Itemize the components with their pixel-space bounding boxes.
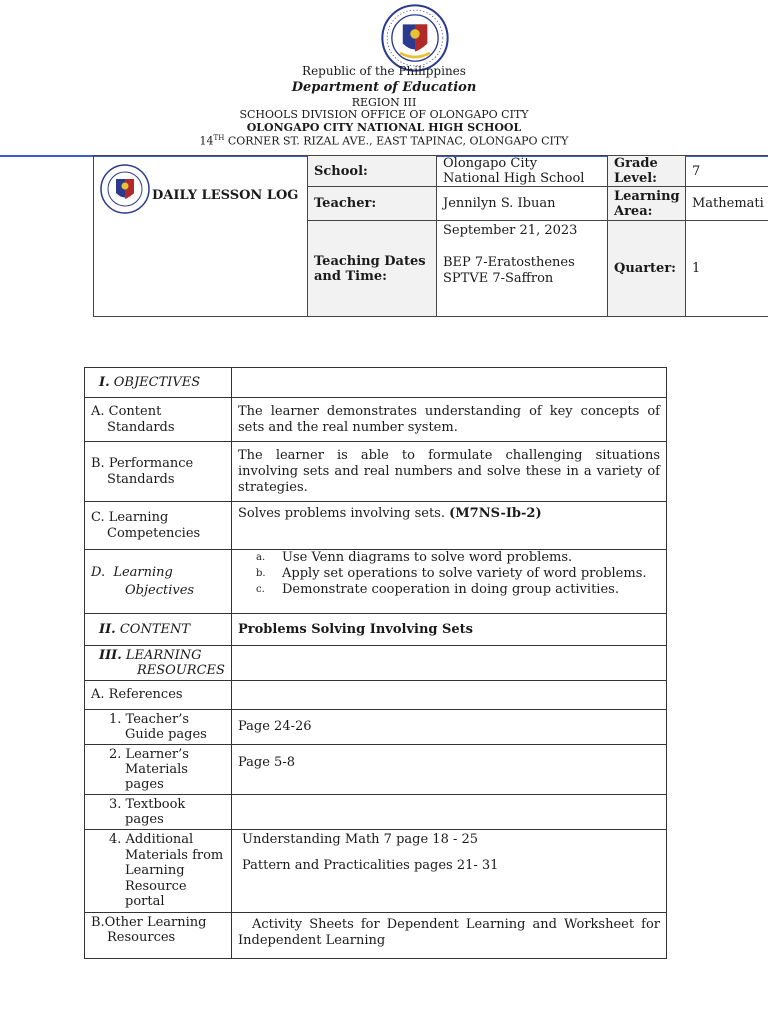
performance-standards-label: B. Performance Standards: [85, 442, 232, 502]
objective-marker: c.: [256, 584, 265, 595]
textbook-label: 3. Textbook pages: [85, 795, 232, 830]
deped-seal-small-icon: [100, 164, 150, 214]
learning-resources-value: [232, 646, 667, 681]
additional-materials-value: Understanding Math 7 page 18 - 25 Pattern and Practicalities pages 21- 31: [232, 830, 667, 913]
division-line: SCHOOLS DIVISION OFFICE OF OLONGAPO CITY: [239, 108, 529, 121]
objective-marker: a.: [256, 552, 266, 563]
objectives-list: [238, 550, 660, 598]
references-label: A. References: [85, 681, 232, 710]
area-value: Mathemati: [686, 187, 768, 221]
lesson-info-table: [93, 155, 768, 317]
grade-value: 7: [686, 156, 768, 187]
dll-title: DAILY LESSON LOG: [152, 188, 299, 203]
objective-item: [256, 550, 660, 566]
objectives-heading-value: [232, 368, 667, 398]
teachers-guide-label: 1. Teacher’s Guide pages: [85, 710, 232, 745]
area-label: Learning Area:: [608, 187, 686, 221]
performance-standards-value: The learner is able to formulate challenging situations involving sets and real numbers and solve these in a variety of strategies.: [232, 442, 667, 502]
school-name-line: OLONGAPO CITY NATIONAL HIGH SCHOOL: [246, 121, 522, 134]
additional-materials-label: 4. Additional Materials from Learning Resource portal: [85, 830, 232, 913]
objective-text: Apply set operations to solve variety of word problems.: [282, 566, 647, 581]
competencies-label: C. Learning Competencies: [85, 502, 232, 550]
other-resources-label: B.Other Learning Resources: [85, 912, 232, 958]
school-value: Olongapo City National High School: [437, 156, 608, 187]
address-line: 14TH CORNER ST. RIZAL AVE., EAST TAPINAC, OLONGAPO CITY: [199, 134, 569, 148]
lesson-plan-table: [84, 367, 667, 959]
deped-seal-icon: [381, 4, 449, 72]
learning-resources-heading: III. LEARNING RESOURCES: [85, 646, 232, 681]
department-line: Department of Education: [291, 80, 477, 95]
objective-item: [256, 582, 660, 598]
objective-marker: b.: [256, 568, 266, 579]
school-label: School:: [308, 156, 437, 187]
grade-label: Grade Level:: [608, 156, 686, 187]
objective-text: Demonstrate cooperation in doing group activities.: [282, 582, 619, 597]
other-resources-value: Activity Sheets for Dependent Learning and Worksheet for Independent Learning: [232, 912, 667, 958]
region-line: REGION III: [351, 96, 417, 109]
quarter-label: Quarter:: [608, 221, 686, 317]
dates-value: September 21, 2023 BEP 7-Eratosthenes SPTVE 7-Saffron: [437, 221, 608, 317]
content-standards-value: The learner demonstrates understanding of key concepts of sets and the real number system.: [232, 398, 667, 442]
objectives-heading: I. OBJECTIVES: [85, 368, 232, 398]
objective-text: Use Venn diagrams to solve word problems.: [282, 550, 573, 565]
references-value: [232, 681, 667, 710]
learners-materials-value: Page 5-8: [232, 745, 667, 795]
teacher-label: Teacher:: [308, 187, 437, 221]
quarter-value: 1: [686, 221, 768, 317]
content-heading: II. CONTENT: [85, 614, 232, 646]
dll-title-cell: [94, 156, 308, 317]
competency-code: (M7NS-Ib-2): [449, 506, 542, 521]
content-value: Problems Solving Involving Sets: [232, 614, 667, 646]
competencies-value: Solves problems involving sets. (M7NS-Ib-2): [232, 502, 667, 550]
republic-line: Republic of the Philippines: [302, 64, 466, 78]
content-standards-label: A. Content Standards: [85, 398, 232, 442]
dates-label: Teaching Dates and Time:: [308, 221, 437, 317]
objective-item: [256, 566, 660, 582]
textbook-value: [232, 795, 667, 830]
teacher-value: Jennilyn S. Ibuan: [437, 187, 608, 221]
learning-objectives-label: D. Learning Objectives: [85, 550, 232, 614]
learners-materials-label: 2. Learner’s Materials pages: [85, 745, 232, 795]
teachers-guide-value: Page 24-26: [232, 710, 667, 745]
learning-objectives-value: [232, 550, 667, 614]
